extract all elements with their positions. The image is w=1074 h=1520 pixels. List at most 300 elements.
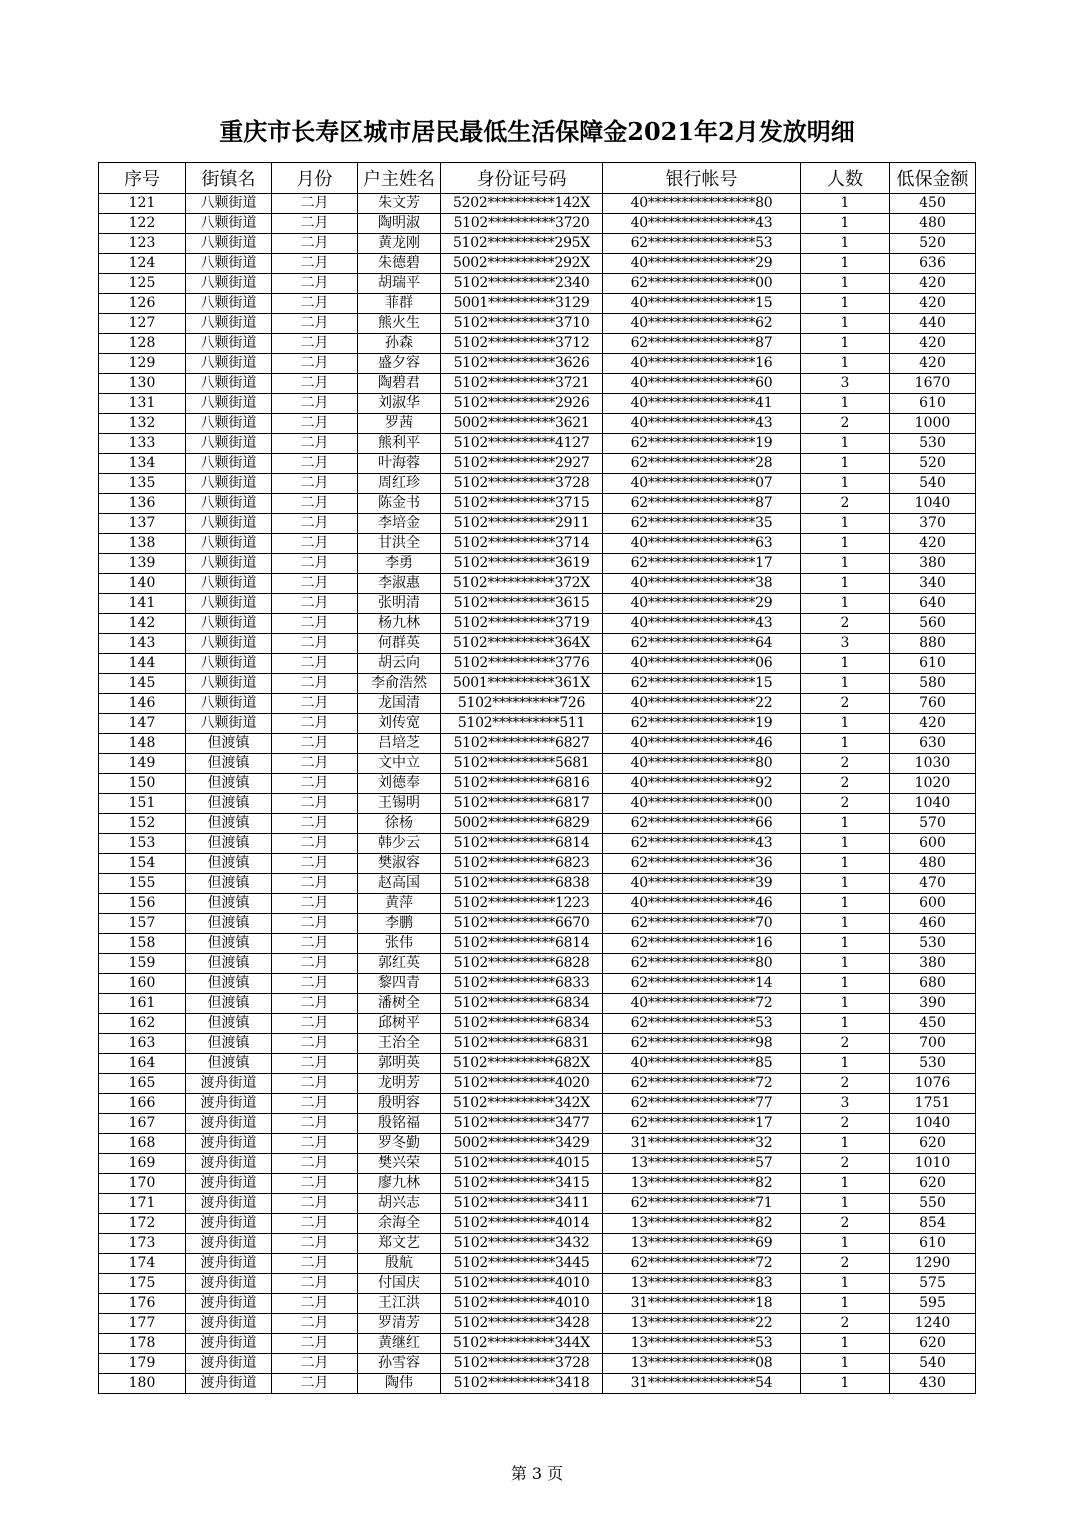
cell-householder: 罗茜 bbox=[358, 414, 441, 434]
cell-street: 八颗街道 bbox=[186, 614, 272, 634]
cell-amount: 560 bbox=[890, 614, 976, 634]
cell-id-number: 5102**********1223 bbox=[441, 894, 603, 914]
cell-street: 渡舟街道 bbox=[186, 1354, 272, 1374]
cell-month: 二月 bbox=[272, 1054, 358, 1074]
cell-id-number: 5102**********4010 bbox=[441, 1294, 603, 1314]
cell-street: 渡舟街道 bbox=[186, 1074, 272, 1094]
cell-serial: 161 bbox=[99, 994, 186, 1014]
cell-amount: 1040 bbox=[890, 494, 976, 514]
table-row bbox=[99, 1274, 976, 1294]
cell-householder: 陶明淑 bbox=[358, 214, 441, 234]
cell-street: 八颗街道 bbox=[186, 214, 272, 234]
cell-street: 渡舟街道 bbox=[186, 1114, 272, 1134]
cell-persons: 2 bbox=[801, 494, 890, 514]
cell-bank-account: 62****************19 bbox=[603, 714, 801, 734]
cell-id-number: 5102**********344X bbox=[441, 1334, 603, 1354]
cell-amount: 430 bbox=[890, 1374, 976, 1394]
cell-month: 二月 bbox=[272, 1334, 358, 1354]
table-row bbox=[99, 414, 976, 434]
cell-id-number: 5102**********3715 bbox=[441, 494, 603, 514]
cell-serial: 160 bbox=[99, 974, 186, 994]
cell-serial: 154 bbox=[99, 854, 186, 874]
cell-id-number: 5102**********3445 bbox=[441, 1254, 603, 1274]
cell-bank-account: 62****************80 bbox=[603, 954, 801, 974]
table-row bbox=[99, 694, 976, 714]
cell-bank-account: 40****************46 bbox=[603, 894, 801, 914]
cell-bank-account: 62****************16 bbox=[603, 934, 801, 954]
cell-street: 八颗街道 bbox=[186, 314, 272, 334]
cell-amount: 450 bbox=[890, 1014, 976, 1034]
cell-persons: 2 bbox=[801, 1254, 890, 1274]
cell-householder: 杨九林 bbox=[358, 614, 441, 634]
cell-amount: 700 bbox=[890, 1034, 976, 1054]
cell-month: 二月 bbox=[272, 1034, 358, 1054]
cell-amount: 854 bbox=[890, 1214, 976, 1234]
cell-id-number: 5102**********3719 bbox=[441, 614, 603, 634]
cell-bank-account: 62****************53 bbox=[603, 234, 801, 254]
cell-month: 二月 bbox=[272, 1094, 358, 1114]
cell-amount: 470 bbox=[890, 874, 976, 894]
table-row bbox=[99, 554, 976, 574]
cell-bank-account: 13****************69 bbox=[603, 1234, 801, 1254]
cell-id-number: 5102**********2926 bbox=[441, 394, 603, 414]
cell-householder: 叶海蓉 bbox=[358, 454, 441, 474]
cell-householder: 盛夕容 bbox=[358, 354, 441, 374]
cell-street: 八颗街道 bbox=[186, 294, 272, 314]
cell-serial: 178 bbox=[99, 1334, 186, 1354]
cell-street: 但渡镇 bbox=[186, 974, 272, 994]
cell-id-number: 5102**********4014 bbox=[441, 1214, 603, 1234]
cell-month: 二月 bbox=[272, 854, 358, 874]
cell-amount: 420 bbox=[890, 534, 976, 554]
cell-month: 二月 bbox=[272, 1194, 358, 1214]
cell-householder: 甘洪全 bbox=[358, 534, 441, 554]
cell-bank-account: 40****************16 bbox=[603, 354, 801, 374]
cell-bank-account: 62****************72 bbox=[603, 1074, 801, 1094]
cell-serial: 169 bbox=[99, 1154, 186, 1174]
cell-bank-account: 62****************00 bbox=[603, 274, 801, 294]
cell-id-number: 5102**********3776 bbox=[441, 654, 603, 674]
cell-month: 二月 bbox=[272, 334, 358, 354]
cell-persons: 1 bbox=[801, 234, 890, 254]
cell-amount: 420 bbox=[890, 294, 976, 314]
cell-amount: 636 bbox=[890, 254, 976, 274]
table-row bbox=[99, 1054, 976, 1074]
cell-householder: 龙国清 bbox=[358, 694, 441, 714]
cell-persons: 1 bbox=[801, 1234, 890, 1254]
cell-bank-account: 40****************29 bbox=[603, 594, 801, 614]
cell-serial: 134 bbox=[99, 454, 186, 474]
cell-month: 二月 bbox=[272, 774, 358, 794]
table-row bbox=[99, 754, 976, 774]
cell-serial: 151 bbox=[99, 794, 186, 814]
cell-serial: 136 bbox=[99, 494, 186, 514]
col-header-street: 街镇名 bbox=[186, 163, 272, 194]
cell-street: 但渡镇 bbox=[186, 1014, 272, 1034]
cell-street: 渡舟街道 bbox=[186, 1174, 272, 1194]
table-row bbox=[99, 654, 976, 674]
cell-month: 二月 bbox=[272, 814, 358, 834]
cell-householder: 殷铭福 bbox=[358, 1114, 441, 1134]
cell-amount: 550 bbox=[890, 1194, 976, 1214]
cell-street: 但渡镇 bbox=[186, 814, 272, 834]
cell-householder: 李淑惠 bbox=[358, 574, 441, 594]
cell-amount: 1000 bbox=[890, 414, 976, 434]
cell-householder: 潘树全 bbox=[358, 994, 441, 1014]
cell-bank-account: 40****************06 bbox=[603, 654, 801, 674]
cell-amount: 1020 bbox=[890, 774, 976, 794]
cell-persons: 1 bbox=[801, 594, 890, 614]
cell-bank-account: 40****************60 bbox=[603, 374, 801, 394]
cell-id-number: 5102**********2340 bbox=[441, 274, 603, 294]
cell-householder: 王锡明 bbox=[358, 794, 441, 814]
cell-id-number: 5102**********682X bbox=[441, 1054, 603, 1074]
cell-amount: 600 bbox=[890, 894, 976, 914]
cell-month: 二月 bbox=[272, 634, 358, 654]
cell-serial: 129 bbox=[99, 354, 186, 374]
document-title: 重庆市长寿区城市居民最低生活保障金2021年2月发放明细 bbox=[219, 117, 855, 146]
cell-persons: 3 bbox=[801, 634, 890, 654]
cell-id-number: 5102**********3721 bbox=[441, 374, 603, 394]
cell-amount: 480 bbox=[890, 214, 976, 234]
cell-bank-account: 40****************63 bbox=[603, 534, 801, 554]
cell-serial: 144 bbox=[99, 654, 186, 674]
cell-month: 二月 bbox=[272, 934, 358, 954]
cell-month: 二月 bbox=[272, 674, 358, 694]
cell-bank-account: 62****************53 bbox=[603, 1014, 801, 1034]
cell-id-number: 5102**********6814 bbox=[441, 934, 603, 954]
cell-persons: 1 bbox=[801, 814, 890, 834]
cell-id-number: 5002**********6829 bbox=[441, 814, 603, 834]
header-row bbox=[99, 163, 976, 194]
cell-bank-account: 40****************22 bbox=[603, 694, 801, 714]
col-header-bank-account: 银行帐号 bbox=[603, 163, 801, 194]
cell-serial: 167 bbox=[99, 1114, 186, 1134]
cell-id-number: 5102**********3432 bbox=[441, 1234, 603, 1254]
table-row bbox=[99, 934, 976, 954]
cell-householder: 李勇 bbox=[358, 554, 441, 574]
cell-amount: 580 bbox=[890, 674, 976, 694]
cell-householder: 张明清 bbox=[358, 594, 441, 614]
cell-street: 八颗街道 bbox=[186, 574, 272, 594]
cell-amount: 680 bbox=[890, 974, 976, 994]
cell-persons: 1 bbox=[801, 1294, 890, 1314]
cell-amount: 1010 bbox=[890, 1154, 976, 1174]
table-row bbox=[99, 634, 976, 654]
cell-street: 但渡镇 bbox=[186, 894, 272, 914]
cell-householder: 徐杨 bbox=[358, 814, 441, 834]
cell-street: 但渡镇 bbox=[186, 834, 272, 854]
table-row bbox=[99, 454, 976, 474]
cell-id-number: 5002**********292X bbox=[441, 254, 603, 274]
cell-street: 八颗街道 bbox=[186, 534, 272, 554]
cell-persons: 1 bbox=[801, 854, 890, 874]
cell-persons: 1 bbox=[801, 1374, 890, 1394]
cell-amount: 530 bbox=[890, 1054, 976, 1074]
cell-month: 二月 bbox=[272, 834, 358, 854]
cell-bank-account: 13****************08 bbox=[603, 1354, 801, 1374]
cell-street: 渡舟街道 bbox=[186, 1214, 272, 1234]
cell-householder: 邱树平 bbox=[358, 1014, 441, 1034]
cell-street: 但渡镇 bbox=[186, 1054, 272, 1074]
cell-amount: 520 bbox=[890, 454, 976, 474]
cell-persons: 1 bbox=[801, 354, 890, 374]
cell-bank-account: 62****************19 bbox=[603, 434, 801, 454]
cell-street: 八颗街道 bbox=[186, 714, 272, 734]
cell-id-number: 5102**********3428 bbox=[441, 1314, 603, 1334]
cell-month: 二月 bbox=[272, 194, 358, 214]
cell-persons: 1 bbox=[801, 934, 890, 954]
cell-id-number: 5102**********4020 bbox=[441, 1074, 603, 1094]
table-row bbox=[99, 594, 976, 614]
cell-serial: 135 bbox=[99, 474, 186, 494]
cell-street: 但渡镇 bbox=[186, 874, 272, 894]
cell-id-number: 5102**********2927 bbox=[441, 454, 603, 474]
cell-id-number: 5102**********3714 bbox=[441, 534, 603, 554]
cell-street: 但渡镇 bbox=[186, 794, 272, 814]
cell-persons: 1 bbox=[801, 534, 890, 554]
cell-month: 二月 bbox=[272, 1294, 358, 1314]
cell-month: 二月 bbox=[272, 914, 358, 934]
cell-serial: 175 bbox=[99, 1274, 186, 1294]
cell-persons: 1 bbox=[801, 1134, 890, 1154]
cell-id-number: 5102**********372X bbox=[441, 574, 603, 594]
cell-householder: 韩少云 bbox=[358, 834, 441, 854]
cell-bank-account: 62****************17 bbox=[603, 554, 801, 574]
cell-householder: 胡瑞平 bbox=[358, 274, 441, 294]
table-row bbox=[99, 674, 976, 694]
table-row bbox=[99, 1154, 976, 1174]
table-row bbox=[99, 1094, 976, 1114]
cell-street: 但渡镇 bbox=[186, 754, 272, 774]
cell-serial: 162 bbox=[99, 1014, 186, 1034]
table-row bbox=[99, 494, 976, 514]
table-row bbox=[99, 294, 976, 314]
cell-month: 二月 bbox=[272, 1314, 358, 1334]
cell-amount: 1670 bbox=[890, 374, 976, 394]
cell-amount: 1040 bbox=[890, 794, 976, 814]
cell-month: 二月 bbox=[272, 394, 358, 414]
cell-householder: 朱文芳 bbox=[358, 194, 441, 214]
cell-street: 八颗街道 bbox=[186, 694, 272, 714]
cell-householder: 刘淑华 bbox=[358, 394, 441, 414]
cell-month: 二月 bbox=[272, 494, 358, 514]
cell-id-number: 5102**********3728 bbox=[441, 1354, 603, 1374]
cell-persons: 2 bbox=[801, 614, 890, 634]
table-row bbox=[99, 1014, 976, 1034]
table-row bbox=[99, 974, 976, 994]
cell-month: 二月 bbox=[272, 454, 358, 474]
cell-street: 渡舟街道 bbox=[186, 1314, 272, 1334]
cell-bank-account: 13****************82 bbox=[603, 1174, 801, 1194]
col-header-persons: 人数 bbox=[801, 163, 890, 194]
cell-street: 但渡镇 bbox=[186, 854, 272, 874]
cell-serial: 155 bbox=[99, 874, 186, 894]
cell-householder: 郑文艺 bbox=[358, 1234, 441, 1254]
table-row bbox=[99, 314, 976, 334]
cell-bank-account: 40****************43 bbox=[603, 614, 801, 634]
col-header-id-number: 身份证号码 bbox=[441, 163, 603, 194]
cell-amount: 420 bbox=[890, 274, 976, 294]
table-row bbox=[99, 1314, 976, 1334]
cell-bank-account: 40****************72 bbox=[603, 994, 801, 1014]
cell-amount: 620 bbox=[890, 1334, 976, 1354]
cell-persons: 1 bbox=[801, 894, 890, 914]
cell-householder: 朱德碧 bbox=[358, 254, 441, 274]
cell-id-number: 5102**********6816 bbox=[441, 774, 603, 794]
cell-serial: 152 bbox=[99, 814, 186, 834]
cell-persons: 1 bbox=[801, 194, 890, 214]
cell-month: 二月 bbox=[272, 1354, 358, 1374]
cell-serial: 174 bbox=[99, 1254, 186, 1274]
cell-month: 二月 bbox=[272, 1174, 358, 1194]
cell-street: 渡舟街道 bbox=[186, 1274, 272, 1294]
cell-id-number: 5102**********3477 bbox=[441, 1114, 603, 1134]
cell-persons: 1 bbox=[801, 274, 890, 294]
cell-serial: 140 bbox=[99, 574, 186, 594]
cell-serial: 125 bbox=[99, 274, 186, 294]
table-row bbox=[99, 254, 976, 274]
cell-id-number: 5102**********3615 bbox=[441, 594, 603, 614]
cell-bank-account: 62****************14 bbox=[603, 974, 801, 994]
cell-street: 八颗街道 bbox=[186, 394, 272, 414]
cell-month: 二月 bbox=[272, 894, 358, 914]
cell-id-number: 5102**********6823 bbox=[441, 854, 603, 874]
cell-serial: 166 bbox=[99, 1094, 186, 1114]
cell-id-number: 5102**********6670 bbox=[441, 914, 603, 934]
cell-persons: 1 bbox=[801, 394, 890, 414]
cell-serial: 132 bbox=[99, 414, 186, 434]
cell-street: 渡舟街道 bbox=[186, 1234, 272, 1254]
col-header-month: 月份 bbox=[272, 163, 358, 194]
cell-month: 二月 bbox=[272, 1134, 358, 1154]
cell-persons: 1 bbox=[801, 474, 890, 494]
cell-id-number: 5102**********3619 bbox=[441, 554, 603, 574]
cell-bank-account: 40****************07 bbox=[603, 474, 801, 494]
cell-amount: 420 bbox=[890, 714, 976, 734]
cell-id-number: 5002**********3429 bbox=[441, 1134, 603, 1154]
cell-persons: 1 bbox=[801, 454, 890, 474]
cell-id-number: 5102**********4010 bbox=[441, 1274, 603, 1294]
cell-amount: 1030 bbox=[890, 754, 976, 774]
cell-street: 八颗街道 bbox=[186, 374, 272, 394]
cell-persons: 1 bbox=[801, 874, 890, 894]
cell-street: 但渡镇 bbox=[186, 774, 272, 794]
table-row bbox=[99, 434, 976, 454]
cell-amount: 1751 bbox=[890, 1094, 976, 1114]
cell-street: 八颗街道 bbox=[186, 654, 272, 674]
cell-street: 八颗街道 bbox=[186, 254, 272, 274]
cell-month: 二月 bbox=[272, 294, 358, 314]
cell-street: 八颗街道 bbox=[186, 554, 272, 574]
cell-bank-account: 62****************77 bbox=[603, 1094, 801, 1114]
table-row bbox=[99, 1294, 976, 1314]
cell-householder: 樊兴荣 bbox=[358, 1154, 441, 1174]
cell-bank-account: 13****************22 bbox=[603, 1314, 801, 1334]
cell-amount: 540 bbox=[890, 474, 976, 494]
table-row bbox=[99, 394, 976, 414]
cell-householder: 黄龙刚 bbox=[358, 234, 441, 254]
cell-id-number: 5002**********3621 bbox=[441, 414, 603, 434]
table-row bbox=[99, 614, 976, 634]
cell-id-number: 5102**********6833 bbox=[441, 974, 603, 994]
cell-householder: 文中立 bbox=[358, 754, 441, 774]
cell-month: 二月 bbox=[272, 374, 358, 394]
cell-householder: 陶伟 bbox=[358, 1374, 441, 1394]
cell-street: 但渡镇 bbox=[186, 1034, 272, 1054]
cell-serial: 138 bbox=[99, 534, 186, 554]
cell-persons: 1 bbox=[801, 954, 890, 974]
cell-serial: 163 bbox=[99, 1034, 186, 1054]
table-row bbox=[99, 1354, 976, 1374]
cell-householder: 樊淑容 bbox=[358, 854, 441, 874]
cell-serial: 176 bbox=[99, 1294, 186, 1314]
cell-street: 但渡镇 bbox=[186, 914, 272, 934]
cell-id-number: 5102**********726 bbox=[441, 694, 603, 714]
cell-amount: 420 bbox=[890, 354, 976, 374]
cell-serial: 158 bbox=[99, 934, 186, 954]
cell-serial: 121 bbox=[99, 194, 186, 214]
table-row bbox=[99, 954, 976, 974]
cell-id-number: 5102**********6827 bbox=[441, 734, 603, 754]
cell-serial: 127 bbox=[99, 314, 186, 334]
cell-month: 二月 bbox=[272, 694, 358, 714]
cell-amount: 600 bbox=[890, 834, 976, 854]
cell-serial: 150 bbox=[99, 774, 186, 794]
cell-id-number: 5102**********6828 bbox=[441, 954, 603, 974]
cell-street: 八颗街道 bbox=[186, 514, 272, 534]
cell-amount: 340 bbox=[890, 574, 976, 594]
cell-amount: 1040 bbox=[890, 1114, 976, 1134]
cell-serial: 142 bbox=[99, 614, 186, 634]
cell-amount: 620 bbox=[890, 1174, 976, 1194]
cell-amount: 440 bbox=[890, 314, 976, 334]
cell-serial: 177 bbox=[99, 1314, 186, 1334]
cell-month: 二月 bbox=[272, 1114, 358, 1134]
cell-id-number: 5102**********3720 bbox=[441, 214, 603, 234]
table-row bbox=[99, 714, 976, 734]
cell-street: 渡舟街道 bbox=[186, 1334, 272, 1354]
cell-persons: 1 bbox=[801, 214, 890, 234]
cell-street: 但渡镇 bbox=[186, 994, 272, 1014]
cell-amount: 380 bbox=[890, 954, 976, 974]
table-row bbox=[99, 1234, 976, 1254]
cell-amount: 530 bbox=[890, 434, 976, 454]
cell-amount: 880 bbox=[890, 634, 976, 654]
cell-month: 二月 bbox=[272, 734, 358, 754]
cell-bank-account: 40****************43 bbox=[603, 214, 801, 234]
cell-amount: 760 bbox=[890, 694, 976, 714]
cell-householder: 郭明英 bbox=[358, 1054, 441, 1074]
cell-month: 二月 bbox=[272, 714, 358, 734]
cell-householder: 菲群 bbox=[358, 294, 441, 314]
cell-id-number: 5202**********142X bbox=[441, 194, 603, 214]
cell-householder: 廖九林 bbox=[358, 1174, 441, 1194]
cell-householder: 李俞浩然 bbox=[358, 674, 441, 694]
cell-month: 二月 bbox=[272, 794, 358, 814]
cell-persons: 1 bbox=[801, 674, 890, 694]
cell-persons: 1 bbox=[801, 714, 890, 734]
table-row bbox=[99, 774, 976, 794]
cell-id-number: 5102**********3418 bbox=[441, 1374, 603, 1394]
cell-amount: 595 bbox=[890, 1294, 976, 1314]
cell-bank-account: 40****************39 bbox=[603, 874, 801, 894]
cell-bank-account: 62****************28 bbox=[603, 454, 801, 474]
table-row bbox=[99, 854, 976, 874]
table-row bbox=[99, 1214, 976, 1234]
cell-street: 八颗街道 bbox=[186, 434, 272, 454]
cell-amount: 570 bbox=[890, 814, 976, 834]
